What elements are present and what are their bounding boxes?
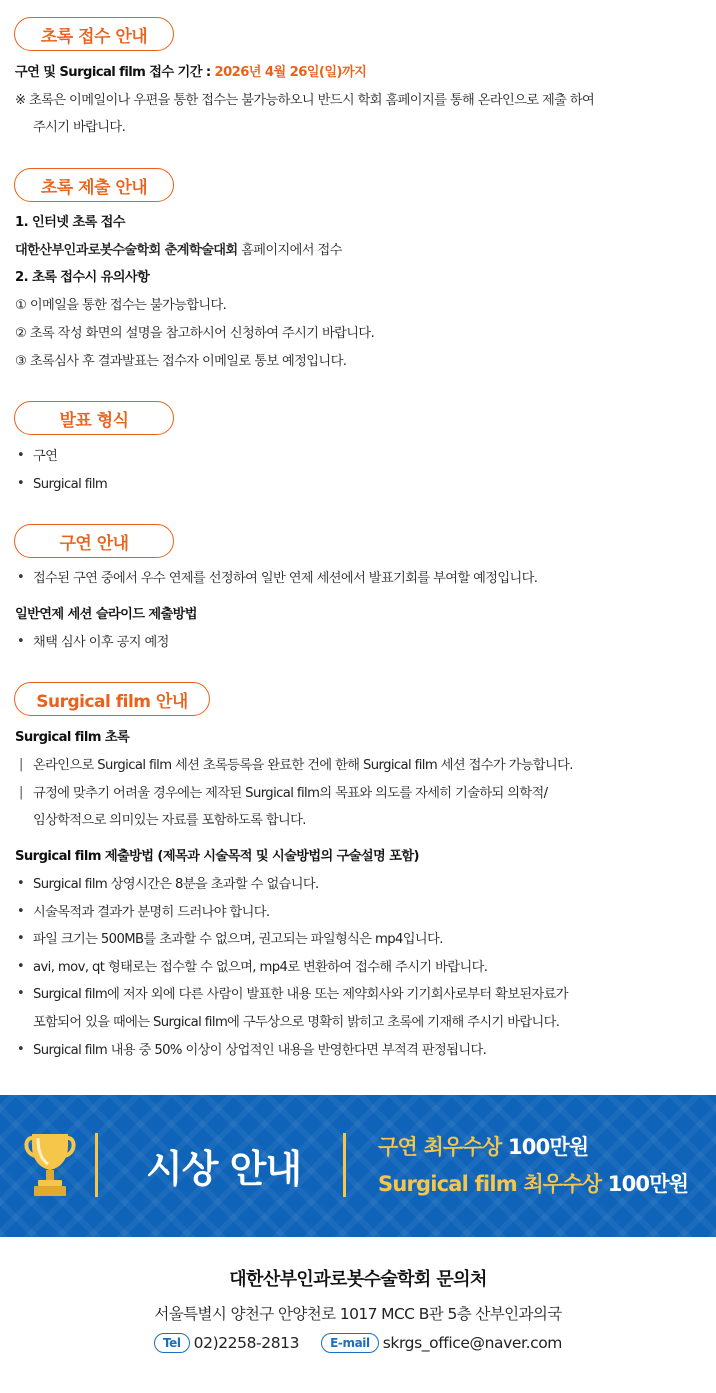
caution-2: ② 초록 작성 화면의 설명을 참고하시어 신청하여 주시기 바랍니다.: [15, 326, 375, 341]
item1-text: [15, 242, 342, 260]
prize-film-amount: 100만원: [607, 1172, 689, 1196]
film-rule-5: Surgical film에 저자 외에 다른 사람이 발표한 내용 또는 제약회사와 기기회사로부터 확보된자료가: [33, 987, 568, 1002]
section-title-oral-guide: 구연 안내: [14, 524, 174, 558]
prize-oral: [378, 1131, 588, 1161]
prize-oral-label: 구연 최우수상: [378, 1135, 508, 1159]
section-title-abstract-guide: 초록 제출 안내: [14, 168, 174, 202]
film-sub1-heading: Surgical film 초록: [15, 730, 130, 745]
caution-1: ① 이메일을 통한 접수는 불가능합니다.: [15, 298, 227, 313]
oral-subitem: 채택 심사 이후 공지 예정: [33, 635, 169, 650]
item1-org: 대한산부인과로봇수술학회 춘계학술대회: [15, 243, 238, 258]
oral-item: 접수된 구연 중에서 우수 연제를 선정하여 일반 연제 세션에서 발표기회를 부여할 예정입니다.: [33, 571, 538, 586]
deadline-label: 구연 및 Surgical film 접수 기간 :: [15, 65, 215, 80]
section-title-presentation-format: 발표 형식: [14, 401, 174, 435]
item2-heading: 2. 초록 접수시 유의사항: [15, 270, 150, 285]
section-title-surgical-film: Surgical film 안내: [14, 682, 210, 716]
contact-title: 대한산부인과로봇수술학회 문의처: [229, 1269, 487, 1290]
bar-marker: |: [19, 785, 24, 800]
note-line-2: 주시기 바랍니다.: [33, 120, 126, 135]
award-banner: [0, 1095, 716, 1237]
format-item-film: Surgical film: [33, 477, 108, 492]
film-rule-1: Surgical film 상영시간은 8분을 초과할 수 없습니다.: [33, 877, 319, 892]
film-sub1-line2: 규정에 맞추기 어려울 경우에는 제작된 Surgical film의 목표와 의도를 자세히 기술하되 의학적/: [33, 786, 548, 801]
bullet-icon: •: [17, 570, 25, 585]
format-item-oral: 구연: [33, 449, 58, 464]
film-rule-5-cont: 포함되어 있을 때에는 Surgical film에 구두상으로 명확히 밝히고 초록에 기재해 주시기 바랍니다.: [33, 1015, 560, 1030]
film-rule-6: Surgical film 내용 중 50% 이상이 상업적인 내용을 반영한다면 부적격 판정됩니다.: [33, 1043, 487, 1058]
email-tag: E-mail: [321, 1333, 379, 1353]
film-sub1-line3: 임상학적으로 의미있는 자료를 포함하도록 합니다.: [33, 813, 306, 828]
bullet-icon: •: [17, 959, 25, 974]
film-rule-3: 파일 크기는 500MB를 초과할 수 없으며, 권고되는 파일형식은 mp4입니다.: [33, 932, 443, 947]
section-title-abstract-submission: 초록 접수 안내: [14, 17, 174, 51]
tel-number[interactable]: 02)2258-2813: [193, 1334, 300, 1352]
item1-heading: 1. 인터넷 초록 접수: [15, 215, 125, 230]
caution-3: ③ 초록심사 후 결과발표는 접수자 이메일로 통보 예정입니다.: [15, 354, 347, 369]
film-rule-4: avi, mov, qt 형태로는 접수할 수 없으며, mp4로 변환하여 접수해 주시기 바랍니다.: [33, 960, 488, 975]
note-line-1: ※ 초록은 이메일이나 우편을 통한 접수는 불가능하오니 반드시 학회 홈페이지를 통해 온라인으로 제출 하여: [15, 93, 595, 108]
divider-right: [343, 1133, 346, 1197]
bullet-icon: •: [17, 476, 25, 491]
film-sub2-heading: Surgical film 제출방법 (제목과 시술목적 및 시술방법의 구술설명 포함): [15, 849, 419, 864]
prize-oral-amount: 100만원: [507, 1135, 589, 1159]
bullet-icon: •: [17, 931, 25, 946]
divider-left: [95, 1133, 98, 1197]
deadline-line: [15, 64, 366, 82]
trophy-icon: [22, 1128, 78, 1200]
bullet-icon: •: [17, 986, 25, 1001]
contact-row: [0, 1333, 716, 1353]
email-address[interactable]: skrgs_office@naver.com: [382, 1334, 563, 1352]
deadline-value: 2026년 4월 26일(일)까지: [214, 65, 367, 80]
bullet-icon: •: [17, 876, 25, 891]
bullet-icon: •: [17, 634, 25, 649]
award-title: 시상 안내: [146, 1147, 302, 1191]
bullet-icon: •: [17, 904, 25, 919]
bullet-icon: •: [17, 1042, 25, 1057]
bar-marker: |: [19, 757, 24, 772]
item1-suffix: 홈페이지에서 접수: [237, 243, 342, 258]
film-rule-2: 시술목적과 결과가 분명히 드러나야 합니다.: [33, 905, 270, 920]
contact-address: 서울특별시 양천구 안양천로 1017 MCC B관 5층 산부인과의국: [154, 1305, 562, 1323]
prize-film: [378, 1168, 688, 1198]
bullet-icon: •: [17, 448, 25, 463]
film-sub1-line1: 온라인으로 Surgical film 세션 초록등록을 완료한 건에 한해 Surgical film 세션 접수가 가능합니다.: [33, 758, 573, 773]
oral-subheading: 일반연제 세션 슬라이드 제출방법: [15, 607, 197, 622]
prize-film-label: Surgical film 최우수상: [378, 1172, 608, 1196]
tel-tag: Tel: [154, 1333, 190, 1353]
